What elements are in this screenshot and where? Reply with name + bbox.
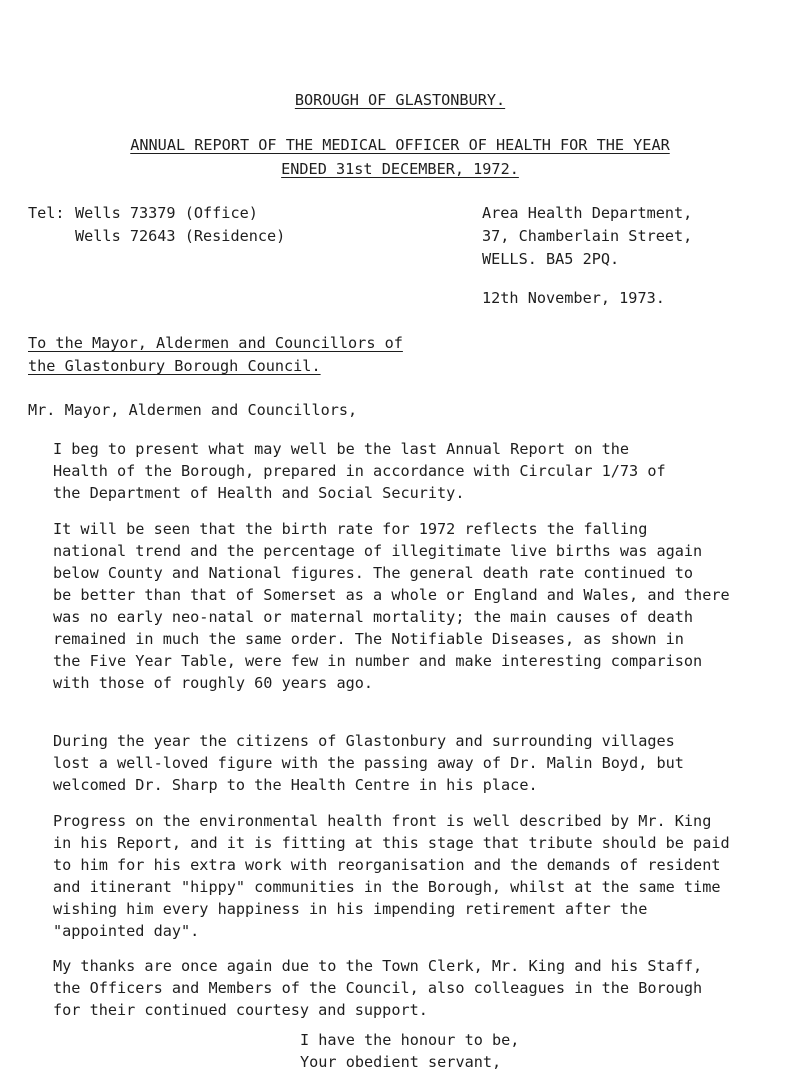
report-subtitle-line-2: ENDED 31st DECEMBER, 1972. [281,160,519,178]
paragraph-line: My thanks are once again due to the Town Clerk, Mr. King and his Staff, [53,957,703,975]
paragraph-line: to him for his extra work with reorganisation and the demands of resident [53,856,721,874]
paragraph-line: and itinerant "hippy" communities in the Borough, whilst at the same time [53,878,721,896]
phone-office: Wells 73379 (Office) [75,204,258,222]
report-subtitle-line-1: ANNUAL REPORT OF THE MEDICAL OFFICER OF HEALTH FOR THE YEAR [130,136,670,154]
paragraph-line: was no early neo-natal or maternal mortality; the main causes of death [53,608,694,626]
phone-residence: Wells 72643 (Residence) [75,227,286,245]
paragraph-line: Progress on the environmental health front is well described by Mr. King [53,812,712,830]
closing-honour: I have the honour to be, [300,1031,520,1049]
paragraph-line: with those of roughly 60 years ago. [53,674,374,692]
paragraph-line: the Department of Health and Social Security. [53,484,465,502]
paragraph-5 [53,955,773,1021]
paragraph-line: the Officers and Members of the Council, also colleagues in the Borough [53,979,703,997]
address-line-1: Area Health Department, [482,204,693,222]
document-title: BOROUGH OF GLASTONBURY. [294,91,506,109]
paragraph-line: welcomed Dr. Sharp to the Health Centre in his place. [53,776,538,794]
recipient-line-2: the Glastonbury Borough Council. [28,357,321,375]
paragraph-line: in his Report, and it is fitting at this stage that tribute should be paid [53,834,730,852]
address-line-2: 37, Chamberlain Street, [482,227,693,245]
paragraph-line: During the year the citizens of Glastonbury and surrounding villages [53,732,675,750]
paragraph-line: lost a well-loved figure with the passing away of Dr. Malin Boyd, but [53,754,684,772]
closing-servant: Your obedient servant, [300,1053,502,1071]
paragraph-3 [53,730,773,796]
paragraph-line: the Five Year Table, were few in number and make interesting comparison [53,652,703,670]
paragraph-line: It will be seen that the birth rate for 1972 reflects the falling [53,520,648,538]
salutation: Mr. Mayor, Aldermen and Councillors, [28,401,358,419]
paragraph-line: be better than that of Somerset as a whole or England and Wales, and there [53,586,730,604]
paragraph-line: I beg to present what may well be the last Annual Report on the [53,440,630,458]
paragraph-line: "appointed day". [53,922,200,940]
recipient-line-1: To the Mayor, Aldermen and Councillors of [28,334,403,352]
paragraph-line: wishing him every happiness in his impending retirement after the [53,900,648,918]
paragraph-4 [53,810,773,942]
tel-label: Tel: [28,204,65,222]
paragraph-1 [53,438,773,504]
paragraph-line: remained in much the same order. The Notifiable Diseases, as shown in [53,630,684,648]
address-line-3: WELLS. BA5 2PQ. [482,250,620,268]
paragraph-2 [53,518,773,694]
paragraph-line: Health of the Borough, prepared in accordance with Circular 1/73 of [53,462,666,480]
letter-date: 12th November, 1973. [482,289,665,307]
paragraph-line: below County and National figures. The general death rate continued to [53,564,694,582]
paragraph-line: national trend and the percentage of illegitimate live births was again [53,542,703,560]
paragraph-line: for their continued courtesy and support. [53,1001,428,1019]
